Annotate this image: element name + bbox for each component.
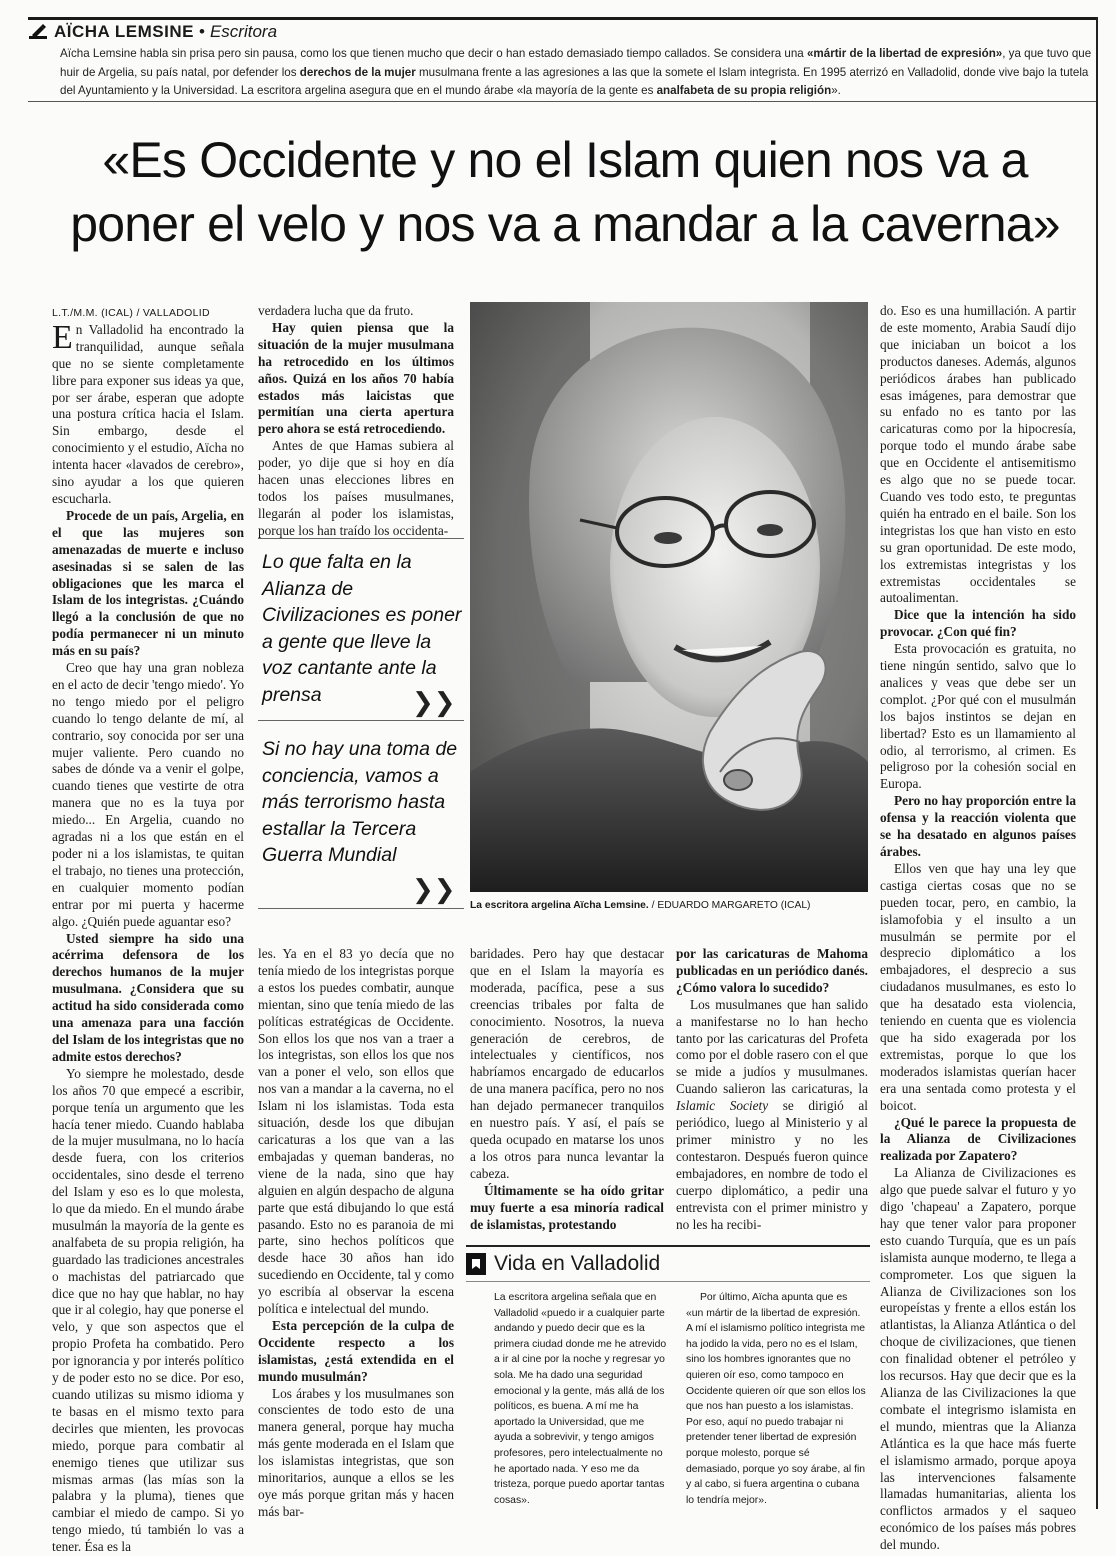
body-paragraph: Los árabes y los musulmanes son conscientes de todo esto de una manera general, porque hay mucha más gente moderada en el Islam que los islamistas integristas, que son minoritarios, aunque a ellos se les oye más porque gritan más y hacen más bar- [258,1385,454,1519]
body-text: Los musulmanes que han salido a manifestarse no lo han hecho tanto por las caricaturas del Profeta como por el doble rasero con el que se mide a judíos y musulmanes. Cuando salieron las caricaturas, la [676,996,868,1097]
byline: L.T./M.M. (ICAL) / VALLADOLID [52,307,210,319]
lede-text: ». [831,84,841,97]
interview-question: Esta percepción de la culpa de Occidente respecto a los islamistas, ¿está extendida en el mundo musulmán? [258,1317,454,1384]
pullquote-rule [258,908,464,909]
sidebar-header [466,1250,870,1278]
pullquote-arrow-icon: ❯❯ [412,688,456,718]
pullquote-arrow-icon: ❯❯ [412,875,456,905]
lede-divider [28,101,1096,102]
interviewee-role: Escritora [209,22,278,41]
sidebar-top-rule [466,1245,870,1247]
column-5 [880,303,1076,1554]
body-italic: Islamic Society [676,1098,769,1114]
body-paragraph [676,997,868,1234]
pen-writing-icon [28,23,48,41]
body-paragraph: Esta provocación es gratuita, no tiene ningún sentido, salvo que lo analices y veas que debe ser un complot. ¿Por qué con el musulmán los bajos instintos se dejan en libertad? Esto es un llamamiento al odio, al terrorismo, al crimen. Es peligroso por la cohesión social en Europa. [880,641,1076,792]
body-paragraph: Creo que hay una gran nobleza en el acto de decir 'tengo miedo'. Yo no tengo miedo por el peligro cuando lo tengo delante de mí, al contrario, soy conocida por ser una mujer valiente. Pero cuando no sabes de dónde va a venir el golpe, cuando tienes que vestirte de otra manera que no es la tuya por miedo... En Argelia, cuando no agradas ni a los que están en el poder ni a los islamistas, te quitan el trabajo, no tienes una protección, en cualquier momento podían entrar por mi puerta y hacerme algo. ¿Quién puede aguantar eso? [52,660,245,929]
lede-text: Aïcha Lemsine habla sin prisa pero sin pausa, como los que tienen mucho que decir o han estado demasiado tiempo callados. Se considera una [60,47,807,60]
pullquote-1: Lo que falta en la Alianza de Civilizaciones es poner a gente que lleve la voz cantante ante la prensa [262,551,462,706]
portrait-photo [470,302,868,892]
drop-cap: E [52,318,73,356]
body-paragraph: les. Ya en el 83 yo decía que no tenía miedo de los integristas porque a estos los puedes combatir, aunque mientan, sino que tenía miedo de las políticas estratégicas de Occidente. Son ellos los que nos van a traer a los integristas, son ellos los que nos van a poner el velo, son ellos que nos van a mandar a la caverna, no el Islam ni los islamistas. Toda esta situación, desde los que dibujan caricaturas a los que van a las embajadas y queman banderas, no viene de la nada, sino que hay alguien en algún despacho de alguna parte que está dibujando lo que está pasando. Esto no es paranoia de mi parte, sino hechos políticos que desde hace 30 años han ido sucediendo en Occidente, tal y como yo escribía al observar la escena política e intelectual del mundo. [258,946,454,1317]
lede-emphasis: «mártir de la libertad de expresión» [806,47,1003,60]
body-paragraph: Yo siempre he molestado, desde los años 70 que empecé a escribir, porque tenía un argumento que les hacía tener miedo. Cuando hablaba de la mujer musulmana, no lo hacía desde fuera, con los criterios occidentales, sino desde el terreno del Islam y eso es lo que molesta, lo que da miedo. En el mundo árabe musulmán la mayoría de la gente es analfabeta de su propia religión, ha guardado las tradiciones ancestrales o machistas del patriarcado que dice que no hay que hablar, no hay que ir al colegio, hay que ponerse el velo, y que son aspectos que el propio Profeta ha combatido. Pero por ignorancia y por interés político y de poder esto no se dice. Por eso, cuando utilizas su mismo idioma y te basas en el mismo texto para decirles que mienten, les provocas miedo, porque para combatir al enemigo tienes que utilizar sus mismas armas (las mías son la palabra y la pluma), tienes que cambiar el miedo de campo. Si yo tengo miedo, tú también lo vas a tener. Ésa es la [52,1065,245,1555]
headline: «Es Occidente y no el Islam quien nos va a poner el velo y nos va a mandar a la caverna» [70,132,1060,252]
lede-text: , ya que tuvo que huir de Argelia, su país natal, por defender los [60,47,1092,79]
caption-text: La escritora argelina Aïcha Lemsine. [470,900,649,911]
column-2-bottom [258,946,454,1521]
body-paragraph: baridades. Pero hay que destacar que en el Islam la mayoría es moderada, pacífica, pese a sus creencias tribales por falta de conocimiento. Nosotros, la nueva generación de cerebros, de intelectuales y científicos, nos habríamos encargado de educarlos de una manera pacífica, pero no nos han dejado permanecer tranquilos en nuestro país. Y así, el país se queda ocupado en matarse los unos a los otros para nunca levantar la cabeza. [470,946,664,1181]
interview-question: Hay quien piensa que la situación de la mujer musulmana ha retrocedido en los últimos años. Quizá en los años 70 había estados más laicistas que permitían una cierta apertura pero ahora se está retrocediendo. [258,319,454,437]
lede-paragraph [60,45,1092,101]
body-paragraph: La Alianza de Civilizaciones es algo que puede salvar el futuro y yo digo 'chapeau' a Zapatero, porque hay que tener valor para proponer esto cuando Turquía, que es un país islamista aunque moderno, te llega a comprometer. Los que siguen la Alianza de Civilizaciones son los europeístas y frente a ellos están los atlantistas, la Alianza Atlántica o del choque de civilizaciones, que tienen con finalidad obtener el petróleo y los recursos. Hay que decir que es la Alianza de las Civilizaciones la que combate el integrismo islamista en el mundo, mientras que la Alianza Atlántica es la que hace más fuerte el islamismo armado, porque apoya las intervenciones falsamente llamadas humanitarias, alienta los conflictos armados y el saqueo económico de los países más pobres del mundo. [880,1165,1076,1553]
pullquote-rule [258,720,464,721]
interview-question: Procede de un país, Argelia, en el que las mujeres son amenazadas de muerte e incluso asesinadas si se salen de las obligaciones que les marca el Islam de los integristas. ¿Cuándo llegó a la conclusión de que no podía permanecer ni un minuto más en su país? [52,507,244,659]
body-paragraph: do. Eso es una humillación. A partir de este momento, Arabia Saudí dijo que iniciaban un boicot a los productos daneses. Además, algunos periódicos árabes han publicado esas imágenes, para demostrar que su enfado no es tanto por las caricaturas como por la hipocresía, porque todo el mundo árabe sabe que en Occidente el antisemitismo es algo que no se puede tocar. Cuando ves todo esto, te preguntas quién ha entrado en el baile. Son los integristas los que han visto en esto su gran oportunidad. De este modo, los extremistas integristas y los extremistas occidentales se autoalimentan. [880,303,1076,606]
sidebar-text-left: La escritora argelina señala que en Valladolid «puedo ir a cualquier parte andando y puedo decir que es la primera ciudad donde me he atrevido a ir al cine por la noche y regresar yo sola. Me ha dado una seguridad emocional y la gente, más allá de los políticos, es buena. A mí me ha aportado la Universidad, que me ayuda a sobrevivir, y tengo amigos profesores, pero intelectualmente no he aportado nada. Y eso me da tristeza, porque puedo aportar tantas cosas». [494,1292,667,1506]
column-1 [52,305,244,1556]
interview-question: Últimamente se ha oído gritar muy fuerte a esa minoría radical de islamistas, protestando [470,1182,664,1232]
interview-question: Pero no hay proporción entre la ofensa y la reacción violenta que se ha desatado en algunos países árabes. [880,793,1076,859]
body-paragraph: verdadera lucha que da fruto. [258,303,414,318]
interview-question: ¿Qué le parece la propuesta de la Alianza de Civilizaciones realizada por Zapatero? [880,1114,1076,1164]
lede-emphasis: derechos de la mujer [299,65,416,79]
sidebar-title: Vida en Valladolid [494,1252,661,1275]
pullquote-2: Si no hay una toma de conciencia, vamos a más terrorismo hasta estallar la Tercera Guerra Mundial [262,738,458,866]
sidebar-divider [466,1281,870,1282]
pullquote-rule [258,538,464,539]
lede-text: musulmana frente a las agresiones a las que la somete el Islam integrista. En 1995 aterrizó en Valladolid, donde vive bajo la tutela del Ayuntamiento y la Universidad. La escritora argelina asegura que en el mundo árabe «la mayoría de la gente es [60,65,1089,97]
header-separator: • [199,22,205,41]
body-paragraph: Antes de que Hamas subiera al poder, yo dije que si hoy en día hacen unas elecciones libres en todos los países musulmanes, llegarán al poder los islamistas, porque los han traído los occidenta- [258,438,454,538]
photo-credit: / EDUARDO MARGARETO (ICAL) [648,900,811,911]
body-paragraph: Ellos ven que hay una ley que castiga ciertas cosas que no se pueden tocar, pero, en cambio, la islamofobia y el insulto a un musulmán se permite por el desprecio diplomático a los embajadores, el desprecio a sus ciudadanos musulmanes, es esto lo que ha desatado esta violencia, teniendo en cuenta que es violencia que ha sido exagerada por los extremistas, porque lo que los moderados islamistas querían hacer era una sentada como protesta y el boicot. [880,860,1076,1113]
section-header [28,20,1094,44]
bookmark-tab-icon [466,1253,486,1275]
column-3-bottom [470,946,664,1233]
interviewee-name: AÏCHA LEMSINE [54,22,194,41]
column-2-top [258,303,454,540]
interview-question: Dice que la intención ha sido provocar. ¿Con qué fin? [880,607,1076,640]
sidebar-text-right: Por último, Aïcha apunta que es «un mártir de la libertad de expresión. A mí el islamismo político integrista me ha jodido la vida, pero no es el Islam, sino los hombres ignorantes que no quieren oír eso, como tampoco en Occidente quieren oír que son ellos los que nos han puesto a los islamistas. Por eso, aquí no puedo trabajar ni pretender tener libertad de expresión porque molesto, porque sé demasiado, porque yo soy árabe, al fin y al cabo, si fuera argentina o cubana lo tendría mejor». [686,1292,866,1506]
interview-question: Usted siempre ha sido una acérrima defensora de los derechos humanos de la mujer musulmana. ¿Considera que su actitud ha sido considerada como una amenaza para una facción del Islam de los integristas que no admite estos derechos? [52,930,244,1064]
photo-caption [470,900,870,911]
column-4-bottom [676,946,868,1233]
interview-question: por las caricaturas de Mahoma publicadas en un periódico danés. ¿Cómo valora lo sucedido? [676,946,868,995]
body-paragraph: n Valladolid ha encontrado la tranquilidad, aunque señala que no se siente completamente libre para exponer sus ideas ya que, por ser árabe, esperan que adopte una postura crítica hacia el Islam. Sin embargo, desde el conocimiento y el estudio, Aïcha no intenta hacer «lavados de cerebro», sino ayudar a los que quieren escucharla. [52,321,244,506]
body-text: se dirigió al periódico, luego al Ministerio y al primer ministro y no les contestaron. Después fueron quince embajadores, en nombre de todo el cuerpo diplomático, a pedir una entrevista con el primer ministro y no les ha recibi- [676,1098,868,1232]
lede-emphasis: analfabeta de su propia religión [656,84,832,97]
right-rule [1096,17,1098,1509]
